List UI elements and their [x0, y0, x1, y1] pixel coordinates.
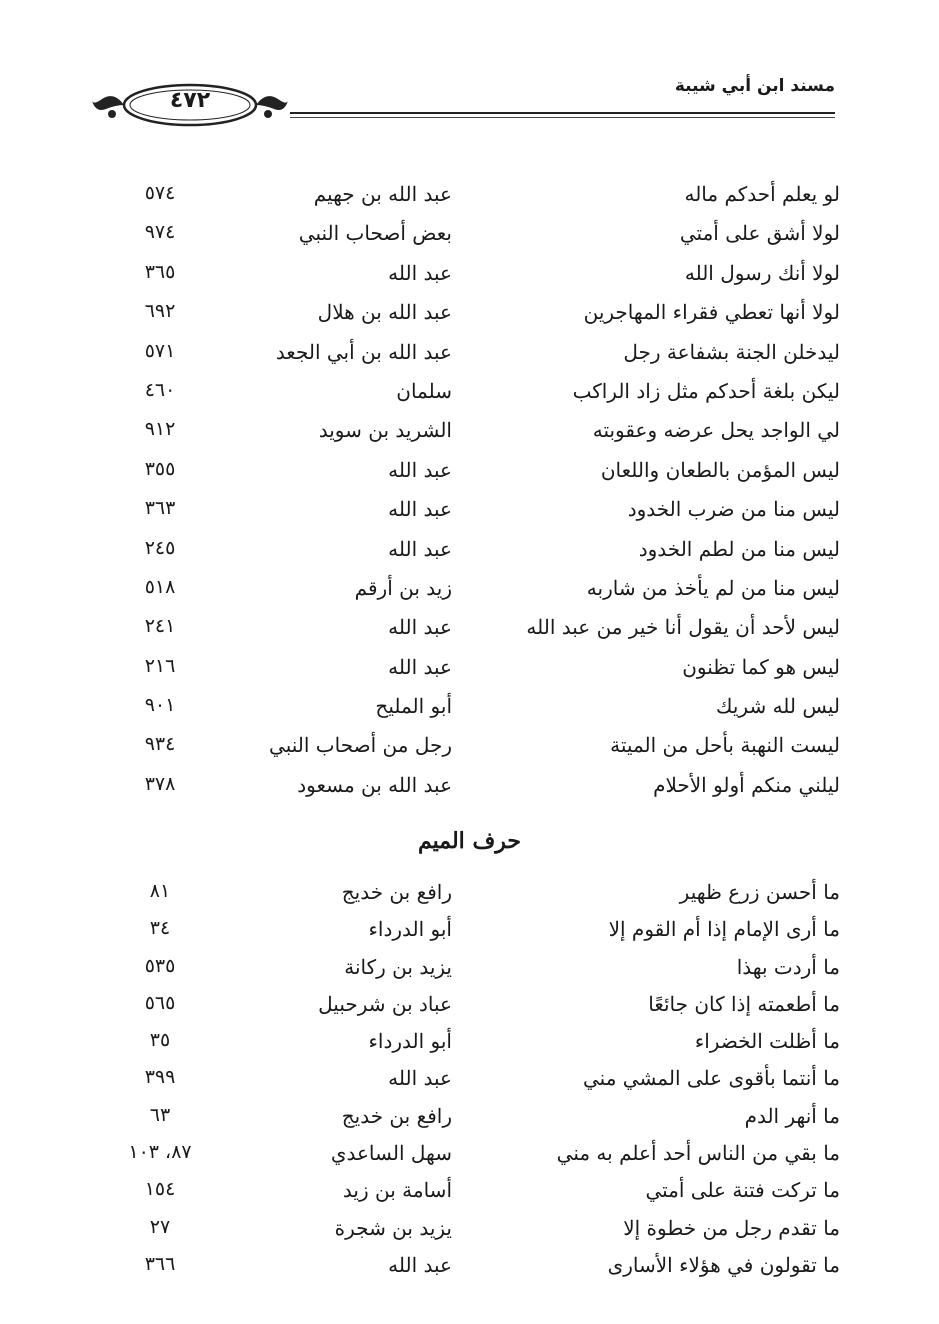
narrator: سهل الساعدي [330, 1141, 452, 1166]
ref-number: ١٥٤ [144, 1178, 176, 1201]
ref-number: ٥٣٥ [144, 954, 176, 977]
narrator: عبد الله بن هلال [317, 300, 452, 325]
book-title: مسند ابن أبي شيبة [674, 76, 835, 96]
narrator: عبد الله [388, 654, 452, 679]
ref-number: ٣٥٥ [144, 457, 176, 480]
hadith-text: لولا أنك رسول الله [684, 260, 840, 285]
hadith-text: ليس منا من لم يأخذ من شاربه [586, 575, 840, 600]
hadith-text: ما أرى الإمام إذا أم القوم إلا [608, 917, 840, 942]
narrator: يزيد بن شجرة [334, 1215, 452, 1240]
ref-number: ٩٠١ [144, 694, 176, 717]
index-row [110, 182, 840, 221]
hadith-text: ليس هو كما تظنون [682, 654, 840, 679]
ref-number: ٩٧٤ [144, 221, 176, 244]
hadith-text: لولا أشق على أمتي [679, 221, 840, 246]
narrator: عبد الله [388, 260, 452, 285]
index-row [110, 300, 840, 339]
ref-number: ٢٤١ [144, 615, 176, 638]
narrator: عباد بن شرحبيل [318, 991, 452, 1016]
index-row [110, 615, 840, 654]
narrator: عبد الله [388, 497, 452, 522]
ref-number: ٣٩٩ [144, 1066, 176, 1089]
hadith-text: لو يعلم أحدكم ماله [684, 182, 840, 206]
ref-number: ٦٣ [149, 1103, 171, 1126]
ref-number: ٥٧٤ [144, 182, 176, 204]
hadith-text: لولا أنها تعطي فقراء المهاجرين [583, 300, 840, 325]
narrator: رافع بن خديج [341, 880, 452, 904]
ref-number: ٩١٢ [144, 418, 176, 441]
hadith-text: ما أنهر الدم [744, 1103, 840, 1128]
ref-number: ٩٣٤ [144, 733, 176, 756]
narrator: عبد الله [388, 536, 452, 561]
narrator: أبو المليح [375, 694, 452, 719]
index-row [110, 694, 840, 733]
narrator: زيد بن أرقم [354, 575, 452, 600]
narrator: عبد الله [388, 1066, 452, 1091]
header-rule [290, 112, 835, 114]
hadith-text: ما أطعمته إذا كان جائعًا [648, 991, 840, 1016]
index-row [110, 537, 840, 576]
index-row [110, 773, 840, 812]
index-row [110, 1141, 840, 1178]
ref-number: ٢٧ [149, 1215, 171, 1238]
index-row [110, 880, 840, 917]
index-row [110, 418, 840, 457]
hadith-text: ليكن بلغة أحدكم مثل زاد الراكب [572, 378, 840, 403]
index-row [110, 340, 840, 379]
hadith-text: ليس المؤمن بالطعان واللعان [600, 457, 840, 482]
hadith-text: ما أردت بهذا [736, 954, 840, 979]
index-list-mim [110, 880, 840, 1290]
hadith-text: ما تقدم رجل من خطوة إلا [623, 1215, 840, 1240]
index-row [110, 1253, 840, 1290]
index-row [110, 1178, 840, 1215]
index-list-lam [110, 182, 840, 812]
ref-number: ٣٤ [149, 917, 171, 940]
narrator: عبد الله بن أبي الجعد [275, 339, 452, 364]
narrator: عبد الله [388, 457, 452, 482]
index-row [110, 458, 840, 497]
hadith-text: ما أظلت الخضراء [694, 1029, 840, 1054]
index-row [110, 1104, 840, 1141]
narrator: عبد الله بن جهيم [313, 182, 452, 206]
index-row [110, 955, 840, 992]
index-row [110, 917, 840, 954]
narrator: أسامة بن زيد [342, 1178, 452, 1203]
hadith-text: ليدخلن الجنة بشفاعة رجل [623, 339, 840, 364]
page-header [90, 68, 835, 130]
ref-number: ٨٧، ١٠٣ [128, 1141, 192, 1164]
narrator: أبو الدرداء [368, 917, 452, 942]
hadith-text: ما تركت فتنة على أمتي [645, 1178, 840, 1203]
hadith-text: ما أنتما بأقوى على المشي مني [583, 1066, 840, 1091]
ref-number: ٣٦٣ [144, 497, 176, 520]
hadith-text: ليست النهبة بأحل من الميتة [610, 733, 840, 758]
ref-number: ٢١٦ [144, 654, 176, 677]
narrator: بعض أصحاب النبي [298, 221, 452, 246]
hadith-text: ليس لأحد أن يقول أنا خير من عبد الله [526, 615, 840, 640]
narrator: أبو الدرداء [368, 1029, 452, 1054]
narrator: رافع بن خديج [341, 1103, 452, 1128]
hadith-text: ليلني منكم أولو الأحلام [653, 772, 840, 797]
ref-number: ٣٧٨ [144, 772, 176, 795]
narrator: يزيد بن ركانة [344, 954, 452, 979]
header-rule-thin [290, 117, 835, 118]
ref-number: ٥٧١ [144, 339, 176, 362]
narrator: الشريد بن سويد [318, 418, 452, 443]
index-row [110, 221, 840, 260]
ref-number: ٤٦٠ [144, 378, 176, 401]
hadith-text: لي الواجد يحل عرضه وعقوبته [592, 418, 840, 443]
hadith-text: ما بقي من الناس أحد أعلم به مني [556, 1141, 840, 1166]
index-row [110, 497, 840, 536]
index-row [110, 992, 840, 1029]
page-number: ٤٧٢ [169, 88, 211, 113]
narrator: رجل من أصحاب النبي [269, 733, 452, 758]
index-row [110, 261, 840, 300]
index-row [110, 1216, 840, 1253]
narrator: عبد الله [388, 615, 452, 640]
hadith-text: ما أحسن زرع ظهير [679, 880, 840, 904]
ref-number: ٨١ [149, 880, 171, 902]
index-row [110, 1029, 840, 1066]
ref-number: ٥١٨ [144, 575, 176, 598]
ref-number: ٣٦٥ [144, 260, 176, 283]
hadith-text: ليس منا من لطم الخدود [638, 536, 840, 561]
index-row [110, 576, 840, 615]
index-row [110, 1066, 840, 1103]
hadith-text: ليس منا من ضرب الخدود [627, 497, 840, 522]
index-row [110, 733, 840, 772]
index-row [110, 379, 840, 418]
ref-number: ٣٦٦ [144, 1252, 176, 1275]
narrator: عبد الله بن مسعود [297, 772, 452, 797]
ref-number: ٢٤٥ [144, 536, 176, 559]
hadith-text: ليس لله شريك [716, 694, 840, 719]
narrator: عبد الله [388, 1252, 452, 1277]
index-row [110, 655, 840, 694]
ref-number: ٣٥ [149, 1029, 171, 1052]
hadith-text: ما تقولون في هؤلاء الأسارى [607, 1252, 840, 1277]
ref-number: ٥٦٥ [144, 991, 176, 1014]
ref-number: ٦٩٢ [144, 300, 176, 323]
section-heading: حرف الميم [417, 828, 522, 854]
narrator: سلمان [396, 378, 452, 403]
